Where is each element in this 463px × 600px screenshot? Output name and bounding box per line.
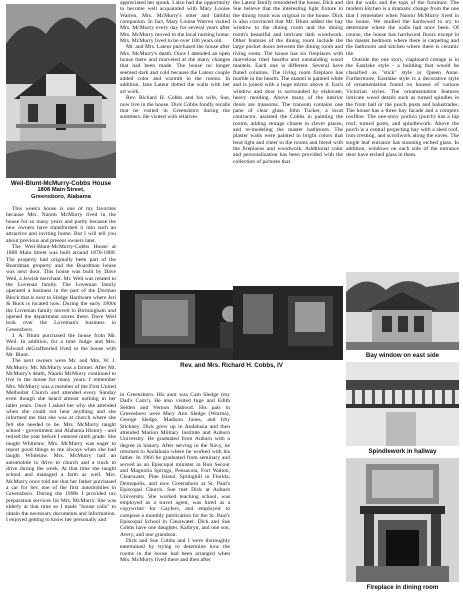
article-column-2-top [120, 0, 230, 296]
fireplace-caption-text: Fireplace in dining room [366, 584, 439, 591]
article-paragraph: Rev. Richard H. Cobbs and his wife, Sue, now live in the house. Dick Cobbs fondly recalls that he visited in Greensboro during the summers. He visited with relatives [120, 95, 230, 121]
fireplace-caption [346, 584, 459, 591]
bay-caption [346, 352, 459, 359]
house-photo [6, 4, 116, 178]
bay-caption-text: Bay window on east side [365, 352, 440, 359]
interior-photo [233, 286, 343, 360]
article-paragraph: dot the walls and the tops of the furniture. The modern kitchen is a dramatic change from the one that I remember when Naomi McMurry lived in the house. We studied the hardwood to try to determine where the walls had once been. Of course, the house has hardwood floors except in the master bedroom where there is carpeting and the bathroom and kitchen where there is ceramic tile. [346, 0, 459, 57]
spindlework-photo [346, 362, 459, 446]
article-paragraph: The next owners were Mr. and Mrs. W. J. McMurry. Mr. McMurry was a farmer. After Mr. McMurry's death, Naomi McMurry continued to live in the house for many years. I remember Mrs. McMurry was a member of the First United Methodist Church and attended every Sunday even though she heard almost nothing in her latter years. Once I asked her why she attended when she could not hear anything and she informed me that she was at church where she felt she needed to be. Mrs. McMurry taught school - government and Alabama History - and retired the year before I entered ninth grade. She taught Whitelaw. Mrs. McMurry was eager to report good things to me always when she had taught Whitelaw. Mrs. McMurry had an automobile to drive to church and a truck to drive during the week. At that time she taught school and managed a farm as well. Mrs. McMurry once told me that her father purchased a car for her, one of the first automobiles in Greensboro. During the 1990s I provided tax preparation services for Mrs. McMurry. She was elderly at that time so I made "house calls" to obtain the necessary documents and information. I enjoyed getting to know her personally and [6, 358, 116, 523]
house-caption [6, 180, 116, 202]
article-paragraph: appreciated her spunk. I also had the opportunity to become well acquainted with Mary Louise Warren, Mrs. McMurry's sitter and faithful companion. In fact, Mary Louise Warren visited Mrs. McMurry every day for several years after Mrs. McMurry moved to the local nursing home. Mrs. McMurry lived to be over 100 years old. [120, 0, 230, 45]
article-column-2-bottom [120, 392, 230, 597]
article-paragraph: Dick and Sue Cobbs and I were thoroughly entertained by trying to determine how the rooms in the house had been arranged when Mrs. McMurry lived there and then after [120, 537, 230, 563]
fireplace-photo [346, 458, 459, 582]
article-paragraph: Mr. and Mrs. Lateur purchased the house after Mrs. McMurry's death. Once I attended an open house there and marveled at the many changes that had been made. The house no longer seemed dark and cold because the Lateur couple added color and warmth to the rooms. In addition, Jane Lateur dotted the walls with her art work. [120, 44, 230, 95]
article-column-1 [6, 206, 116, 594]
spindle-caption [346, 448, 459, 455]
article-paragraph: The Weil-Blunt-McMurry-Cobbs House at 1808 Main Street was built around 1870-1880. The property had originally been part of the Boardman property and the Boardman house was next door. This house was built by Dave Weil, a Jewish merchant. Mr. Weil was related to the Lovenan family. The Loveman family operated a business in the part of the Dorman Block that is next to Sledge Hardware where Jeri & Buck is located now. During the early 1900s the Loveman family moved to Birmingham and opened the department stores there. Dave Weil took over the Loveman's business in Greensboro. [6, 244, 116, 333]
article-paragraph: the Lateur family remodeled the house. Dick and Sue believe that the interesting light fixture in the dining room was original to the house. Dick is also convinced that Mr. Blunt added the bay window to the dining room and the dining room's beautiful and intricate dark woodwork. Other features of the dining room include the large pocket doors between the dining room and living room. The house has six fireplaces with marvelous tiled hearths and outstanding wood mantels. Each one is different. Several have fluted columns. The living room fireplace has marble in the hearth. The mantel is painted white and is joined with a huge mirror above it. Each window and door is surrounded by elaborate, heavy molding. Above many of the interior doors are transoms. The transom contains one pane of clear glass. John Tucker, a local contractor, assisted the Cobbs in painting the rooms, adding storage closets in clever places, and re-modeling the master bathroom. The plaster walls were painted in bright colors that lend light and cheer to the rooms and blend with the fireplaces and woodwork. Additional color and personalization has been provided with the collection of pictures that [233, 0, 343, 165]
article-paragraph: in Greensboro. His aunt was Cam Sledge (my Dad's Cam!). He also visited Inge and Edith Selden and Vernon Mabood. His pals in Greensboro were Mary Ann Sledge (Worma), George Sledge, Madison Jones, and Irby Stickney. Dick grew up in Andalusia and then attended Marion Military Institute and Auburn University. He graduated from Auburn with a degree in history. After serving in the Navy, he returned to Andalusia where he worked with his father. In 1966 he graduated from seminary and served as an Episcopal minister in Bon Secour and Magnolia Springs, Pensacola, Fort Walton, Clearwater, Pine Island, Springhill in Florida, Demopolis, and now Greensboro at St. Paul's Episcopal Church. Sue met Dick at Auburn University. She worked teaching school, was employed as a travel agent, was hired as a copywriter for Gayfers, and employed to compose a monthly publication for the St. Paul's Episcopal School in Clearwater. Dick and Sue Cobbs have one daughter, Kathryn, and one son, Avery, and one grandson. [120, 392, 230, 538]
rev-caption [120, 362, 343, 369]
rev-caption-text: Rev. and Mrs. Richard H. Cobbs, IV [180, 362, 283, 369]
article-paragraph: Outside the one story, clapboard cottage is in the Eastlake style - a building that would be classified as "stick" style or Queen Anne. Furthermore, Eastlake style is a decorative style of ornamentation found on houses of various Victorian styles. The ornamentation features intricate wood details such as turned spindles in the front hall or the porch posts and balustrades. The house has a three bay facade and a complex roofline. The one-story portico (porch) has a hip roof, turned posts, and spindlework. Above the porch is a central projecting bay with a shed roof, iron cresting, and scrollwork along the eaves. The single leaf entrance has stunning etched glass. In addition, windows on each side of the entrance door have etched glass in them. [346, 57, 459, 159]
house-city: Greensboro, Alabama [30, 194, 92, 201]
article-column-4 [346, 0, 459, 243]
article-column-3 [233, 0, 343, 284]
house-address: 1808 Main Street, [37, 187, 85, 194]
spindle-caption-text: Spindlework in hallway [368, 448, 437, 455]
article-paragraph: J. A. Blunt purchased the house from Mr. Weil. In addition, for a time Judge and Mrs. Edward deGraffenried lived in the house with Mr. Blunt. [6, 332, 116, 358]
house-title: Weil-Blunt-McMurry-Cobbs House [10, 180, 112, 187]
bay-window-photo [346, 272, 459, 350]
article-paragraph: This week's house is one of my favorites because Mrs. Naomi McMurry lived in the house for so many years and partly because the new owners have transformed it into such an attractive and inviting home. But I will tell you about previous and present owners later. [6, 206, 116, 244]
